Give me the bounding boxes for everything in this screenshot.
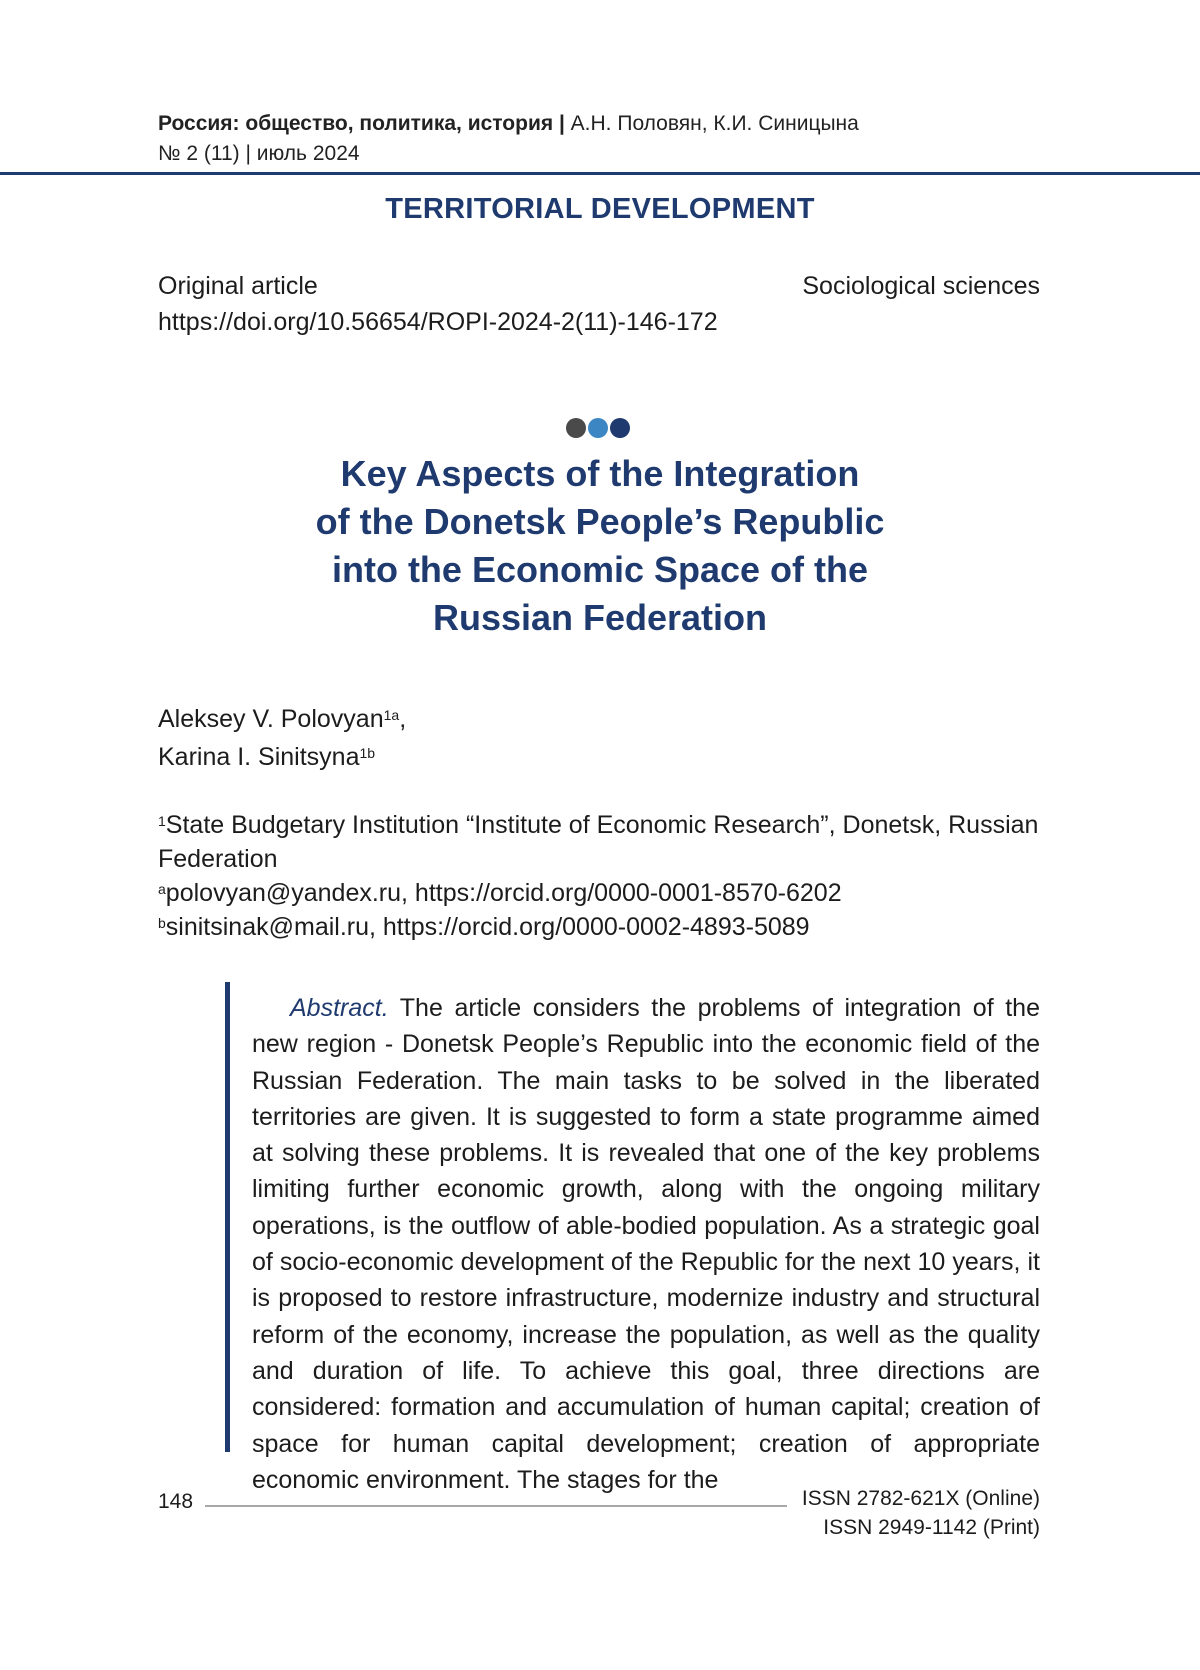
contact xyxy=(158,876,1040,910)
journal-name: Россия: общество, политика, история | xyxy=(158,112,565,135)
author xyxy=(158,700,406,738)
section-title: TERRITORIAL DEVELOPMENT xyxy=(385,193,815,225)
author xyxy=(158,738,406,776)
issn-online: ISSN 2782-621X (Online) xyxy=(801,1487,1040,1510)
abstract xyxy=(252,990,1040,1498)
issn-print: ISSN 2949-1142 (Print) xyxy=(823,1516,1040,1539)
author-name: Karina I. Sinitsyna xyxy=(158,743,360,771)
abstract-bar xyxy=(225,982,230,1452)
title-line: Russian Federation xyxy=(432,597,768,638)
abstract-text: The article considers the problems of integration of the new region - Donetsk People’s Republic into the economic field of the Russian Federation. The main tasks to be solved in the liberated territories are given. It is suggested to form a state programme aimed at solving these problems. It is revealed that one of the key problems limiting further economic growth, along with the ongoing military operations, is the outflow of able-bodied population. As a strategic goal of socio-economic development of the Republic for the next 10 years, it is proposed to restore infrastructure, modernize industry and structural reform of the economy, increase the population, as well as the quality and duration of life. To achieve this goal, three directions are considered: formation and accumulation of human capital; creation of space for human capital development; creation of appropriate economic environment. The stages for the xyxy=(252,994,1040,1494)
ornament-dot-1 xyxy=(566,418,586,438)
running-head-authors: А.Н. Половян, К.И. Синицына xyxy=(570,112,859,135)
author-affiliation-mark: 1b xyxy=(359,745,376,761)
issn-block xyxy=(802,1484,1040,1542)
article-meta xyxy=(158,268,1040,340)
abstract-label: Abstract. xyxy=(290,994,389,1022)
issue-info: № 2 (11) | июль 2024 xyxy=(158,142,360,165)
ornament-dot-3 xyxy=(610,418,630,438)
doi-link[interactable]: https://doi.org/10.56654/ROPI-2024-2(11)-146-172 xyxy=(158,308,718,336)
contact-mark: a xyxy=(158,881,166,897)
author-list xyxy=(158,700,406,776)
article-type: Original article xyxy=(158,272,318,300)
contact-text[interactable]: sinitsinak@mail.ru, https://orcid.org/0000-0002-4893-5089 xyxy=(165,913,810,941)
article-title xyxy=(250,450,950,642)
subject-field: Sociological sciences xyxy=(802,272,1040,300)
ornament-dot-2 xyxy=(588,418,608,438)
footer-rule xyxy=(205,1505,787,1507)
affiliation xyxy=(158,808,1040,876)
running-head xyxy=(158,109,859,169)
page-number: 148 xyxy=(158,1490,194,1513)
title-ornament xyxy=(566,418,636,440)
title-line: of the Donetsk People’s Republic xyxy=(315,501,885,542)
author-separator: , xyxy=(399,705,407,733)
affiliations xyxy=(158,808,1040,944)
header-rule xyxy=(0,172,1200,175)
title-line: into the Economic Space of the xyxy=(331,549,869,590)
author-affiliation-mark: 1a xyxy=(383,707,400,723)
contact-mark: b xyxy=(158,915,166,931)
title-line: Key Aspects of the Integration xyxy=(340,453,860,494)
contact-text[interactable]: polovyan@yandex.ru, https://orcid.org/0000-0001-8570-6202 xyxy=(165,879,842,907)
contact xyxy=(158,910,1040,944)
author-name: Aleksey V. Polovyan xyxy=(158,705,384,733)
affiliation-mark: 1 xyxy=(158,813,166,829)
running-head-line-1 xyxy=(158,109,859,139)
affiliation-text: State Budgetary Institution “Institute of Economic Research”, Donetsk, Russian Federation xyxy=(158,811,1039,873)
